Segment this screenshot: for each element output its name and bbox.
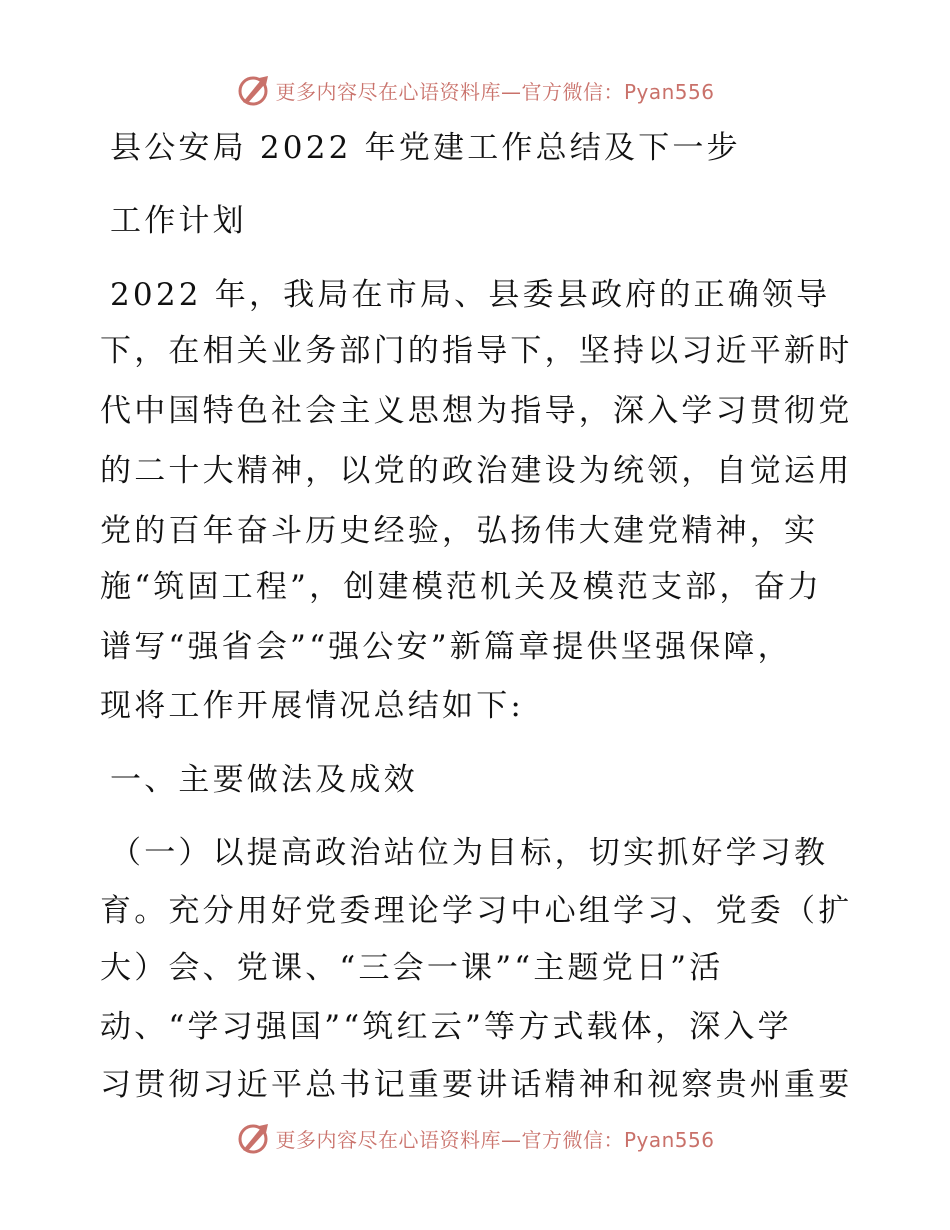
paragraph-line: 的二十大精神，以党的政治建设为统领，自觉运用 [100, 453, 853, 489]
watermark-text: 更多内容尽在心语资料库—官方微信：Pyan556 [275, 79, 715, 104]
paragraph-line: 现将工作开展情况总结如下: [100, 688, 525, 724]
paragraph-line: 施“筑固工程”，创建模范机关及模范支部，奋力 [100, 569, 823, 605]
paragraph-line: （一）以提高政治站位为目标，切实抓好学习教 [110, 835, 829, 871]
quill-logo-icon [235, 72, 271, 108]
document-title-line-1: 县公安局 2022 年党建工作总结及下一步 [110, 130, 741, 166]
paragraph-line: 2022 年，我局在市局、县委县政府的正确领导 [110, 277, 831, 313]
watermark-header [0, 70, 950, 110]
section-heading: 一、主要做法及成效 [110, 762, 418, 798]
paragraph-line: 党的百年奋斗历史经验，弘扬伟大建党精神，实 [100, 513, 819, 549]
watermark-text: 更多内容尽在心语资料库—官方微信：Pyan556 [275, 1127, 715, 1152]
paragraph-line: 下，在相关业务部门的指导下，坚持以习近平新时 [100, 333, 853, 369]
paragraph-line: 谱写“强省会”“强公安”新篇章提供坚强保障， [100, 629, 792, 665]
watermark-footer [0, 1118, 950, 1158]
paragraph-line: 大）会、党课、“三会一课”“主题党日”活 [100, 950, 724, 986]
paragraph-line: 习贯彻习近平总书记重要讲话精神和视察贵州重要 [100, 1067, 853, 1103]
paragraph-line: 育。充分用好党委理论学习中心组学习、党委（扩 [100, 893, 853, 929]
paragraph-line: 代中国特色社会主义思想为指导，深入学习贯彻党 [100, 393, 853, 429]
paragraph-line: 动、“学习强国”“筑红云”等方式载体，深入学 [100, 1009, 792, 1045]
quill-logo-icon [235, 1120, 271, 1156]
document-title-line-2: 工作计划 [110, 203, 247, 239]
